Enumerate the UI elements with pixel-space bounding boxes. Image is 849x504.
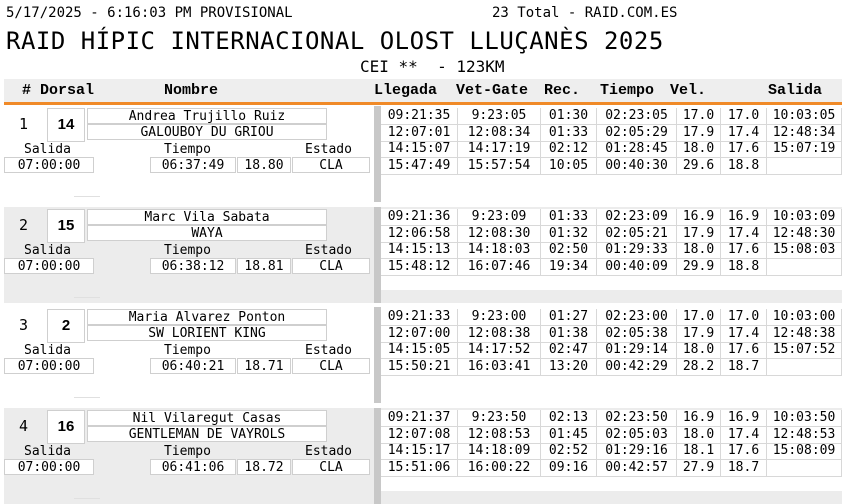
loop-table	[381, 309, 842, 390]
loop-cell: 02:52	[541, 443, 597, 459]
col-rec: Rec.	[544, 82, 581, 99]
horse-name: SW LORIENT KING	[87, 325, 327, 341]
loop-row	[381, 108, 842, 125]
loop-cell: 17.4	[721, 226, 767, 242]
loop-cell: 01:28:45	[597, 141, 677, 157]
loop-cell: 12:48:53	[767, 427, 842, 443]
col-vetgate: Vet-Gate	[456, 82, 529, 99]
loop-row	[381, 427, 842, 444]
tiempo-label: Tiempo	[164, 444, 211, 459]
avg-speed: 18.80	[237, 157, 291, 173]
loop-cell: 10:03:00	[767, 309, 842, 325]
total-time: 06:40:21	[150, 358, 236, 374]
loop-cell: 15:08:03	[767, 242, 842, 258]
loop-cell: 18.0	[677, 141, 721, 157]
loop-cell: 09:21:36	[381, 209, 458, 225]
loop-row	[381, 359, 842, 376]
loop-cell: 10:03:09	[767, 209, 842, 225]
loop-cell: 12:08:38	[458, 326, 541, 342]
loop-cell: 01:29:33	[597, 242, 677, 258]
col-vel: Vel.	[670, 82, 707, 99]
loop-table	[381, 108, 842, 189]
loop-row	[381, 460, 842, 477]
page-title: RAID HÍPIC INTERNACIONAL OLOST LLUÇANÈS 2025	[6, 27, 664, 55]
loop-cell: 02:13	[541, 410, 597, 426]
loop-row	[381, 125, 842, 142]
start-time: 07:00:00	[4, 258, 94, 274]
rider-name: Andrea Trujillo Ruiz	[87, 108, 327, 124]
loop-cell: 00:42:57	[597, 460, 677, 476]
loop-cell: 15:51:06	[381, 460, 458, 476]
loop-cell: 15:07:52	[767, 342, 842, 358]
loop-cell: 02:23:50	[597, 410, 677, 426]
loop-cell: 12:08:34	[458, 125, 541, 141]
loop-cell: 14:18:09	[458, 443, 541, 459]
loop-cell: 15:07:19	[767, 141, 842, 157]
salida-label: Salida	[24, 444, 71, 459]
loop-cell: 18.0	[677, 427, 721, 443]
horse-name: WAYA	[87, 225, 327, 241]
loop-cell: 12:07:01	[381, 125, 458, 141]
loop-row	[381, 309, 842, 326]
loop-cell: 02:23:05	[597, 108, 677, 124]
loop-cell: 17.6	[721, 443, 767, 459]
loop-cell: 17.6	[721, 342, 767, 358]
loop-cell: 14:17:19	[458, 141, 541, 157]
salida-label: Salida	[24, 142, 71, 157]
loop-cell: 02:12	[541, 141, 597, 157]
rider-entry	[4, 408, 842, 504]
loop-cell: 15:08:09	[767, 443, 842, 459]
loop-cell: 9:23:09	[458, 209, 541, 225]
loop-cell: 09:21:37	[381, 410, 458, 426]
loop-cell: 12:06:58	[381, 226, 458, 242]
rider-entry	[4, 106, 842, 202]
horse-name: GALOUBOY DU GRIOU	[87, 124, 327, 140]
loop-cell: 02:05:21	[597, 226, 677, 242]
loop-cell: 17.0	[721, 309, 767, 325]
column-separator	[374, 106, 381, 202]
column-separator	[374, 207, 381, 303]
divider	[74, 397, 100, 398]
loop-cell	[767, 460, 842, 476]
loop-row	[381, 259, 842, 276]
loop-cell: 14:15:17	[381, 443, 458, 459]
loop-cell: 14:18:03	[458, 242, 541, 258]
rider-name: Marc Vila Sabata	[87, 209, 327, 225]
rider-dorsal: 2	[47, 309, 85, 343]
column-separator	[374, 408, 381, 504]
loop-cell: 12:48:30	[767, 226, 842, 242]
loop-cell: 09:21:33	[381, 309, 458, 325]
loop-cell: 17.4	[721, 326, 767, 342]
loop-cell: 29.9	[677, 259, 721, 275]
loop-cell: 12:48:34	[767, 125, 842, 141]
rider-dorsal: 16	[47, 410, 85, 444]
rider-dorsal: 15	[47, 209, 85, 243]
rider-position: 4	[19, 417, 29, 435]
loop-cell: 29.6	[677, 158, 721, 174]
estado-label: Estado	[305, 142, 352, 157]
divider	[74, 498, 100, 499]
loop-cell: 17.0	[677, 309, 721, 325]
loop-cell: 17.0	[677, 108, 721, 124]
loop-cell: 02:50	[541, 242, 597, 258]
loop-cell: 14:15:07	[381, 141, 458, 157]
loop-cell: 17.9	[677, 326, 721, 342]
page-subtitle: CEI ** - 123KM	[360, 57, 505, 76]
total-site: 23 Total - RAID.COM.ES	[492, 5, 678, 21]
loop-row	[381, 141, 842, 158]
loop-cell: 16.9	[721, 410, 767, 426]
datetime-status: 5/17/2025 - 6:16:03 PM PROVISIONAL	[6, 5, 293, 21]
loop-cell: 28.2	[677, 359, 721, 375]
status-badge: CLA	[292, 157, 370, 173]
loop-cell: 17.4	[721, 125, 767, 141]
loop-row	[381, 342, 842, 359]
loop-cell: 01:27	[541, 309, 597, 325]
loop-cell: 17.6	[721, 242, 767, 258]
estado-label: Estado	[305, 343, 352, 358]
loop-cell: 16:00:22	[458, 460, 541, 476]
loop-cell: 01:38	[541, 326, 597, 342]
loop-cell: 12:07:08	[381, 427, 458, 443]
total-time: 06:41:06	[150, 459, 236, 475]
divider	[74, 297, 100, 298]
column-separator	[374, 307, 381, 403]
loop-cell: 15:48:12	[381, 259, 458, 275]
loop-cell: 02:05:29	[597, 125, 677, 141]
loop-cell: 17.9	[677, 125, 721, 141]
loop-cell: 00:42:29	[597, 359, 677, 375]
loop-cell: 17.4	[721, 427, 767, 443]
total-time: 06:38:12	[150, 258, 236, 274]
loop-table	[381, 209, 842, 290]
loop-cell: 9:23:50	[458, 410, 541, 426]
loop-row	[381, 242, 842, 259]
loop-cell: 14:17:52	[458, 342, 541, 358]
loop-cell: 10:03:05	[767, 108, 842, 124]
loop-cell: 02:23:00	[597, 309, 677, 325]
loop-cell: 02:47	[541, 342, 597, 358]
tiempo-label: Tiempo	[164, 142, 211, 157]
rider-name: Maria Alvarez Ponton	[87, 309, 327, 325]
loop-cell: 18.0	[677, 342, 721, 358]
loop-row	[381, 443, 842, 460]
avg-speed: 18.72	[237, 459, 291, 475]
loop-cell: 01:32	[541, 226, 597, 242]
loop-cell: 18.1	[677, 443, 721, 459]
loop-cell: 12:08:30	[458, 226, 541, 242]
loop-cell: 13:20	[541, 359, 597, 375]
status-badge: CLA	[292, 258, 370, 274]
loop-cell: 12:08:53	[458, 427, 541, 443]
tiempo-label: Tiempo	[164, 243, 211, 258]
loop-cell: 12:48:38	[767, 326, 842, 342]
salida-label: Salida	[24, 243, 71, 258]
loop-cell: 01:33	[541, 209, 597, 225]
start-time: 07:00:00	[4, 358, 94, 374]
loop-cell	[767, 359, 842, 375]
loop-cell: 01:33	[541, 125, 597, 141]
loop-cell: 16.9	[677, 209, 721, 225]
loop-cell: 15:50:21	[381, 359, 458, 375]
loop-cell: 15:47:49	[381, 158, 458, 174]
loop-cell: 17.0	[721, 108, 767, 124]
avg-speed: 18.81	[237, 258, 291, 274]
col-dorsal: Dorsal	[40, 82, 95, 99]
start-time: 07:00:00	[4, 459, 94, 475]
loop-cell: 18.8	[721, 259, 767, 275]
loop-cell: 18.7	[721, 460, 767, 476]
col-pos: #	[22, 82, 32, 99]
rider-position: 1	[19, 115, 29, 133]
loop-cell: 00:40:30	[597, 158, 677, 174]
col-nombre: Nombre	[164, 82, 219, 99]
col-salida: Salida	[768, 82, 823, 99]
loop-row	[381, 326, 842, 343]
loop-cell: 10:05	[541, 158, 597, 174]
rider-position: 2	[19, 216, 29, 234]
rider-entry	[4, 307, 842, 403]
loop-cell: 16.9	[677, 410, 721, 426]
rider-position: 3	[19, 316, 29, 334]
loop-cell: 16:03:41	[458, 359, 541, 375]
divider	[74, 196, 100, 197]
loop-row	[381, 209, 842, 226]
column-header-row	[4, 79, 842, 105]
loop-cell: 10:03:50	[767, 410, 842, 426]
loop-cell: 16.9	[721, 209, 767, 225]
total-time: 06:37:49	[150, 157, 236, 173]
loop-cell: 01:30	[541, 108, 597, 124]
start-time: 07:00:00	[4, 157, 94, 173]
loop-row	[381, 226, 842, 243]
loop-cell: 02:05:03	[597, 427, 677, 443]
loop-cell: 9:23:05	[458, 108, 541, 124]
status-badge: CLA	[292, 459, 370, 475]
tiempo-label: Tiempo	[164, 343, 211, 358]
loop-cell: 02:23:09	[597, 209, 677, 225]
loop-cell: 27.9	[677, 460, 721, 476]
rider-dorsal: 14	[47, 108, 85, 142]
col-llegada: Llegada	[374, 82, 438, 99]
loop-cell: 02:05:38	[597, 326, 677, 342]
loop-cell: 9:23:00	[458, 309, 541, 325]
loop-table	[381, 410, 842, 491]
loop-cell: 09:16	[541, 460, 597, 476]
loop-cell: 17.6	[721, 141, 767, 157]
rider-entry	[4, 207, 842, 303]
loop-cell: 01:29:14	[597, 342, 677, 358]
loop-cell: 14:15:05	[381, 342, 458, 358]
loop-cell: 09:21:35	[381, 108, 458, 124]
loop-cell: 01:29:16	[597, 443, 677, 459]
estado-label: Estado	[305, 243, 352, 258]
col-tiempo: Tiempo	[600, 82, 655, 99]
loop-cell: 14:15:13	[381, 242, 458, 258]
loop-cell: 18.8	[721, 158, 767, 174]
horse-name: GENTLEMAN DE VAYROLS	[87, 426, 327, 442]
loop-row	[381, 410, 842, 427]
avg-speed: 18.71	[237, 358, 291, 374]
loop-cell: 18.0	[677, 242, 721, 258]
loop-cell	[767, 158, 842, 174]
estado-label: Estado	[305, 444, 352, 459]
loop-cell: 15:57:54	[458, 158, 541, 174]
loop-cell: 12:07:00	[381, 326, 458, 342]
loop-cell: 01:45	[541, 427, 597, 443]
loop-cell: 18.7	[721, 359, 767, 375]
loop-cell: 17.9	[677, 226, 721, 242]
loop-cell	[767, 259, 842, 275]
loop-cell: 16:07:46	[458, 259, 541, 275]
loop-cell: 19:34	[541, 259, 597, 275]
salida-label: Salida	[24, 343, 71, 358]
loop-row	[381, 158, 842, 175]
status-badge: CLA	[292, 358, 370, 374]
rider-name: Nil Vilaregut Casas	[87, 410, 327, 426]
loop-cell: 00:40:09	[597, 259, 677, 275]
